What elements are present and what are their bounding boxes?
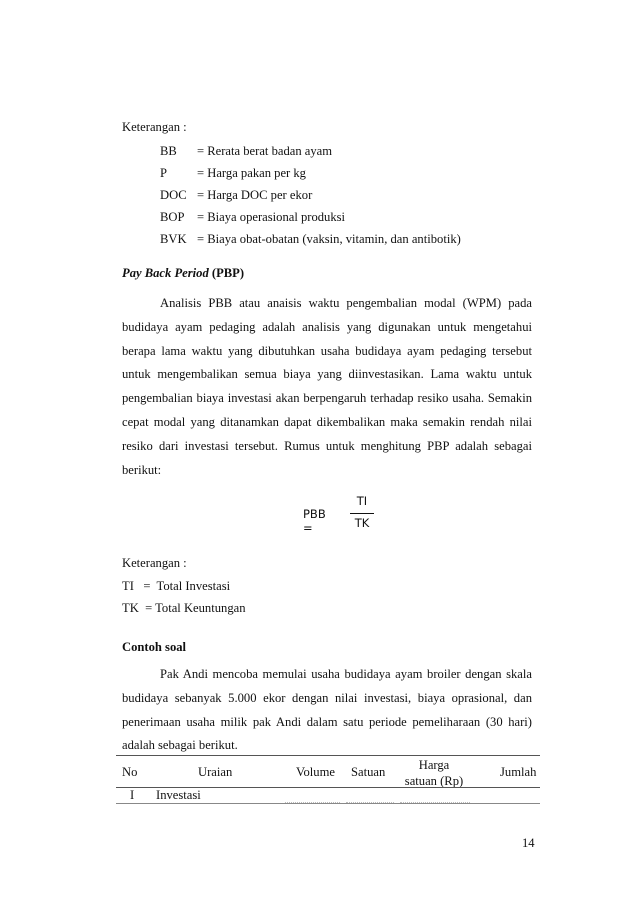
definition-term: BB — [160, 144, 177, 158]
definition-desc: = Biaya obat-obatan (vaksin, vitamin, dan antibotik) — [197, 232, 461, 246]
formula-denominator: TK — [354, 516, 370, 530]
pbp-paragraph — [122, 292, 532, 482]
table-header-harga-line1: Harga — [418, 758, 450, 772]
table-header-harga — [398, 757, 470, 789]
fraction-bar — [350, 513, 374, 514]
table-row-border — [116, 803, 540, 804]
legend-tk: TK = Total Keuntungan — [122, 601, 246, 615]
table-header-no: No — [122, 765, 138, 779]
contoh-paragraph — [122, 663, 532, 758]
table-header-volume: Volume — [296, 765, 335, 779]
pbp-heading-italic: Pay Back Period — [122, 266, 209, 280]
definition-desc: = Rerata berat badan ayam — [197, 144, 333, 158]
table-header-jumlah: Jumlah — [500, 765, 537, 779]
definition-term: P — [160, 166, 168, 180]
pbp-paragraph-text: Analisis PBB atau anaisis waktu pengembalian modal (WPM) pada budidaya ayam pedaging adalah analisis yang digunakan untuk mengetahui berapa lama waktu yang dibutuhkan usaha budidaya ayam pedaging tersebut untuk mengembalikan semua biaya yang diinvestasikan. Lama waktu untuk pengembalian biaya investasi akan berpengaruh terhadap resiko usaha. Semakin cepat modal yang ditanamkan dapat dikembalikan maka semakin rendah nilai resiko dari investasi tersebut. Rumus untuk menghitung PBP adalah sebagai berikut: — [122, 296, 532, 477]
table-cell-no: I — [130, 788, 135, 802]
pbp-heading — [122, 266, 244, 281]
table-header-satuan: Satuan — [351, 765, 386, 779]
table-top-border — [116, 755, 540, 756]
keterangan-label: Keterangan : — [122, 556, 187, 570]
formula-lhs: PBB = — [303, 507, 326, 535]
definition-desc: = Harga DOC per ekor — [197, 188, 313, 202]
definition-desc: = Harga pakan per kg — [197, 166, 306, 180]
definition-term: DOC — [160, 188, 187, 202]
table-header-uraian: Uraian — [198, 765, 233, 779]
table-header-harga-line2: satuan (Rp) — [404, 774, 464, 788]
definition-term: BOP — [160, 210, 185, 224]
legend-ti: TI = Total Investasi — [122, 579, 231, 593]
table-cell-uraian: Investasi — [156, 788, 201, 802]
formula-numerator: TI — [356, 494, 368, 508]
contoh-paragraph-text: Pak Andi mencoba memulai usaha budidaya ayam broiler dengan skala budidaya sebanyak 5.000 ekor dengan nilai investasi, biaya oprasional, dan penerimaan usaha milik pak Andi dalam satu periode pemeliharaan (30 hari) adalah sebagai berikut. — [122, 667, 532, 753]
definition-desc: = Biaya operasional produksi — [197, 210, 346, 224]
page-number: 14 — [522, 836, 535, 850]
definition-term: BVK — [160, 232, 187, 246]
keterangan-label: Keterangan : — [122, 120, 187, 134]
pbp-heading-abbr: (PBP) — [208, 266, 245, 280]
contoh-heading: Contoh soal — [122, 640, 187, 654]
